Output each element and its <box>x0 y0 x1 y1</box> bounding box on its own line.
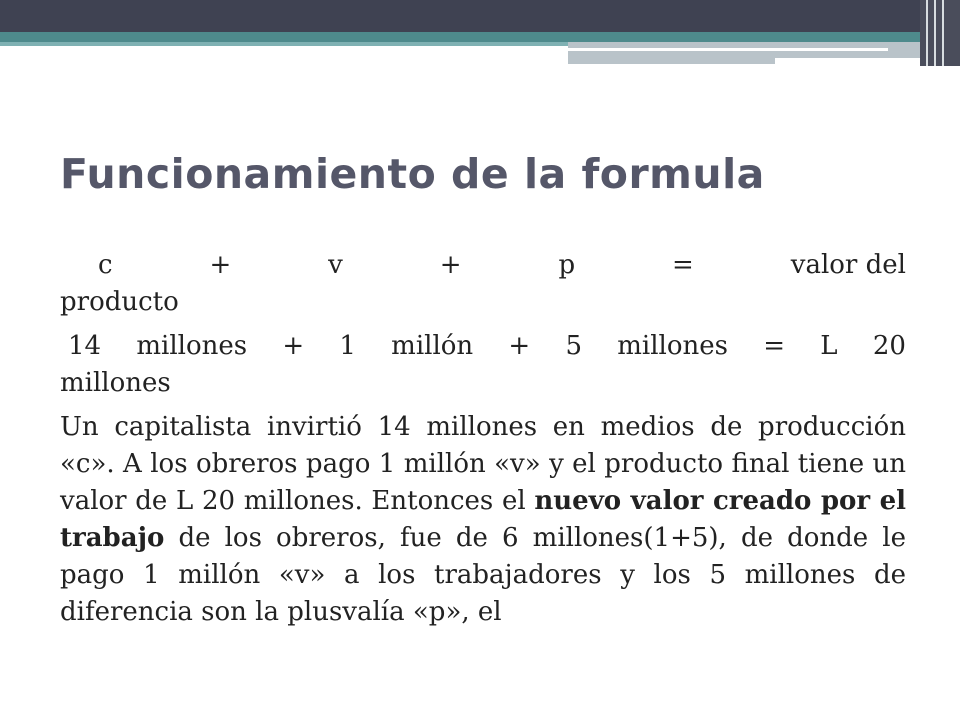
explanation-paragraph <box>60 409 906 631</box>
corner-line <box>942 0 944 66</box>
formula-token: + <box>282 331 305 361</box>
slide-body <box>60 247 906 638</box>
header-bar <box>0 0 960 32</box>
formula-token: 5 <box>565 331 583 361</box>
header-light-stripe <box>568 48 888 51</box>
header-corner-block <box>920 0 960 66</box>
formula-token: 20 <box>872 331 906 361</box>
formula-token: L <box>820 331 838 361</box>
header-accent-band <box>0 32 960 42</box>
header-accent-stripe <box>0 42 570 46</box>
formula-token: = <box>763 331 786 361</box>
formula-token: valor del <box>790 250 906 280</box>
formula-line-1-continuation: producto <box>60 287 179 317</box>
formula-token: v <box>328 250 343 280</box>
formula-token: p <box>558 250 576 280</box>
formula-token: millones <box>617 331 728 361</box>
corner-line <box>926 0 928 66</box>
formula-line-2-continuation: millones <box>60 368 171 398</box>
slide-title: Funcionamiento de la formula <box>60 150 765 198</box>
paragraph-text: de los obreros, fue de 6 millones(1+5), de donde le pago 1 millón «v» a los trabajadores y los 5 millones de diferencia son la plusvalía «p», el <box>60 523 906 627</box>
formula-line-2 <box>60 328 906 365</box>
formula-token: millón <box>391 331 474 361</box>
formula-token: c <box>98 250 113 280</box>
paragraph-text: Un capitalista invirtió 14 millones en medios de producción «c». A los obreros pago 1 millón «v» y el producto final tiene un valor de L 20 millones. Entonces el <box>60 412 906 516</box>
formula-token: + <box>209 250 232 280</box>
formula-token: + <box>508 331 531 361</box>
paragraph-bold-text: nuevo valor creado por el trabajo <box>60 486 906 553</box>
formula-token: 1 <box>339 331 356 361</box>
corner-line <box>934 0 936 66</box>
formula-token: 14 <box>68 331 102 361</box>
formula-line-1 <box>60 247 906 284</box>
formula-token: millones <box>136 331 248 361</box>
formula-token: + <box>439 250 462 280</box>
formula-token: = <box>672 250 694 280</box>
